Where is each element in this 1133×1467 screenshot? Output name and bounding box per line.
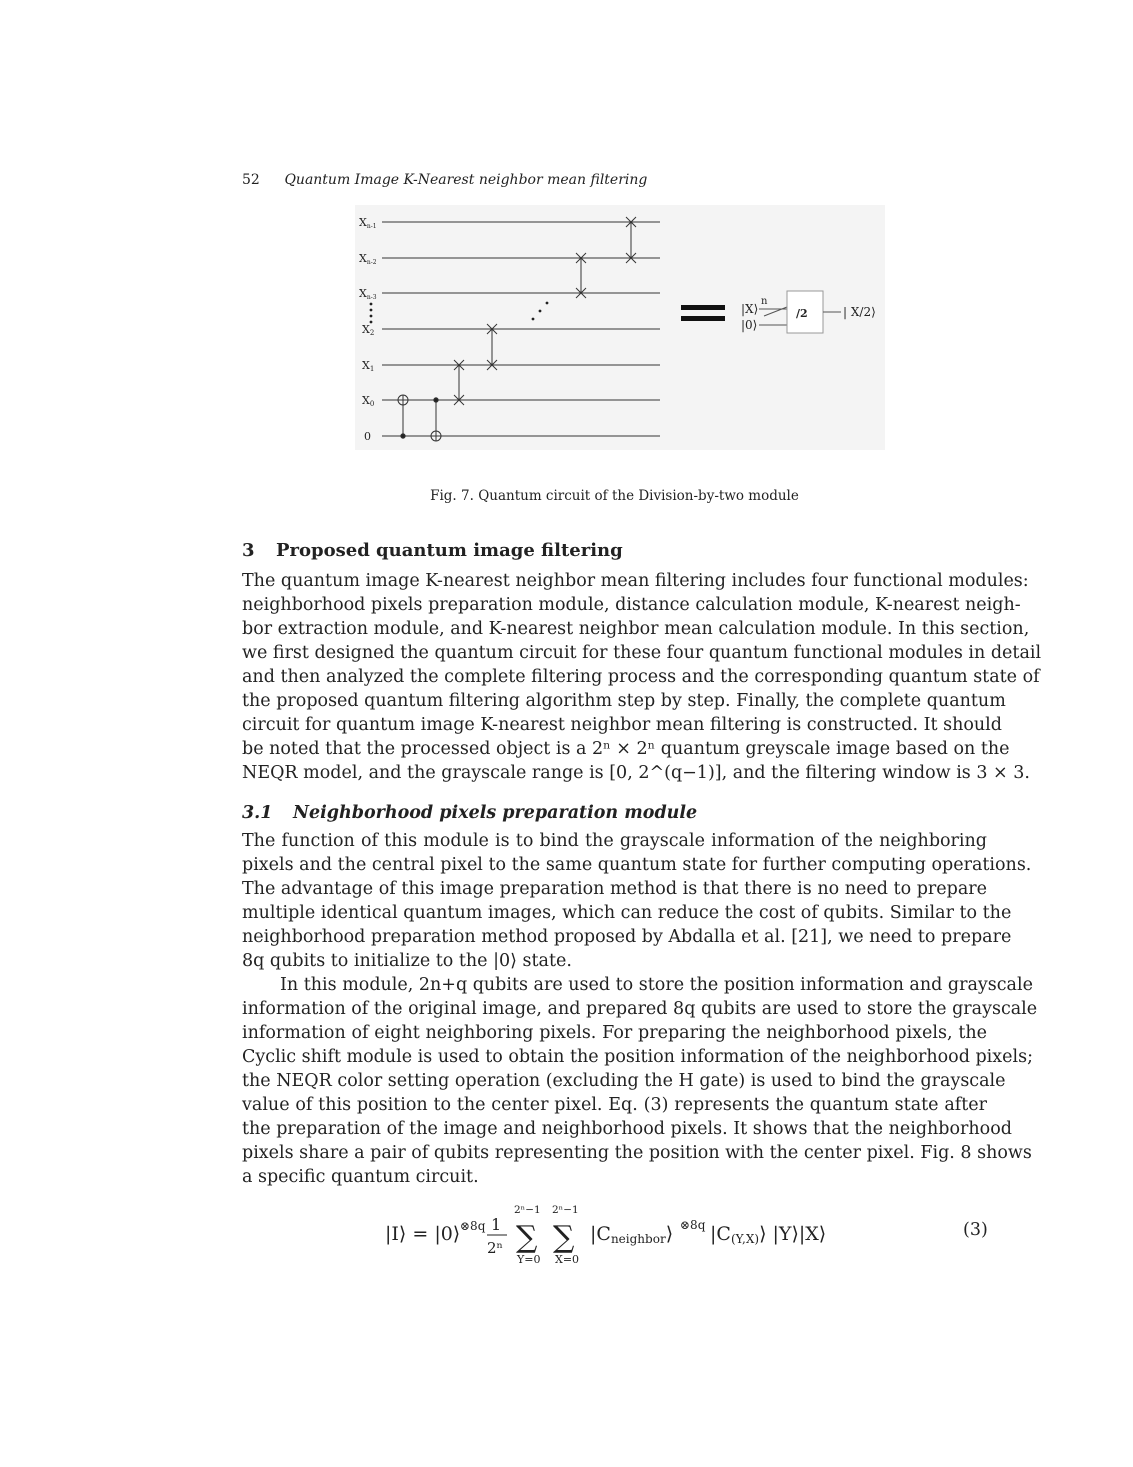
section-title: Proposed quantum image filtering	[276, 540, 623, 561]
text-line: and then analyzed the complete filtering process and the corresponding quantum state of	[242, 667, 1040, 687]
subsection-number: 3.1	[242, 803, 273, 823]
text-line: we first designed the quantum circuit for these four quantum functional modules in detail	[242, 643, 1042, 663]
wire-label: X0	[362, 394, 375, 408]
text-line: multiple identical quantum images, which can reduce the cost of qubits. Similar to the	[242, 903, 1012, 923]
sum2-lower-limit: X=0	[555, 1253, 580, 1266]
wire-label: Xn-2	[359, 252, 377, 266]
ket-x-label: |X⟩	[741, 302, 759, 316]
neighbor-ket-power: ⊗8q	[680, 1218, 706, 1232]
text-line: In this module, 2n+q qubits are used to store the position information and grayscale	[280, 975, 1033, 995]
sum1-upper-limit: 2ⁿ−1	[514, 1204, 541, 1216]
intro-paragraph	[242, 569, 1042, 785]
bus-width-label: n	[761, 296, 768, 307]
wire-label: X2	[362, 323, 375, 337]
text-line: 8q qubits to initialize to the |0⟩ state.	[242, 951, 572, 971]
text-line: pixels and the central pixel to the same quantum state for further computing operations.	[242, 855, 1032, 875]
text-line: the proposed quantum filtering algorithm step by step. Finally, the complete quantum	[242, 691, 1006, 711]
text-line: The quantum image K-nearest neighbor mean filtering includes four functional modules:	[242, 571, 1029, 591]
page-number: 52	[242, 172, 260, 188]
subsection-title: Neighborhood pixels preparation module	[293, 803, 698, 823]
text-line: bor extraction module, and K-nearest neighbor mean calculation module. In this section,	[242, 619, 1030, 639]
text-line: be noted that the processed object is a 2ⁿ × 2ⁿ quantum greyscale image based on the	[242, 739, 1010, 759]
text-line: neighborhood preparation method proposed by Abdalla et al. [21], we need to prepare	[242, 927, 1012, 947]
wire-label: X1	[362, 359, 375, 373]
neighbor-ket: |Cneighbor⟩	[590, 1223, 674, 1246]
wire-label: 0	[364, 430, 371, 443]
text-line: neighborhood pixels preparation module, distance calculation module, K-nearest neigh-	[242, 595, 1021, 615]
fraction-numerator: 1	[491, 1215, 502, 1234]
subsection-heading	[242, 803, 697, 823]
section-number: 3	[242, 540, 255, 561]
text-line: NEQR model, and the grayscale range is [0, 2^(q−1)], and the filtering window is 3 × 3.	[242, 763, 1030, 783]
fraction-denominator: 2ⁿ	[487, 1239, 504, 1257]
text-line: The advantage of this image preparation method is that there is no need to prepare	[242, 879, 987, 899]
text-line: information of the original image, and prepared 8q qubits are used to store the grayscale	[242, 999, 1038, 1019]
equation-number: (3)	[963, 1220, 988, 1240]
section-heading	[242, 540, 623, 561]
equation-3	[380, 1200, 860, 1270]
center-and-position-kets: |C(Y,X)⟩ |Y⟩|X⟩	[710, 1223, 827, 1246]
text-line: the preparation of the image and neighborhood pixels. It shows that the neighborhood	[242, 1119, 1012, 1139]
gate-label: /2	[796, 307, 808, 320]
text-line: the NEQR color setting operation (excluding the H gate) is used to bind the grayscale	[242, 1071, 1006, 1091]
running-header	[242, 172, 647, 188]
sum2-upper-limit: 2ⁿ−1	[552, 1204, 579, 1216]
module-paragraph-1	[242, 829, 1032, 973]
text-line: value of this position to the center pixel. Eq. (3) represents the quantum state after	[242, 1095, 987, 1115]
text-line: a specific quantum circuit.	[242, 1167, 479, 1187]
text-line: circuit for quantum image K-nearest neighbor mean filtering is constructed. It should	[242, 715, 1002, 735]
running-title: Quantum Image K-Nearest neighbor mean filtering	[284, 172, 648, 188]
figure-caption: Fig. 7. Quantum circuit of the Division-by-two module	[430, 488, 799, 504]
wire-label: Xn-3	[359, 287, 377, 301]
division-by-two-circuit-figure	[355, 205, 885, 450]
text-line: The function of this module is to bind the grayscale information of the neighboring	[242, 831, 987, 851]
equation-lhs-power: ⊗8q	[460, 1219, 486, 1233]
wire-label: Xn-1	[359, 216, 377, 230]
sum2-symbol: ∑	[553, 1220, 575, 1255]
equation-lhs: |I⟩ = |0⟩	[385, 1223, 461, 1245]
sum1-symbol: ∑	[516, 1220, 538, 1255]
text-line: Cyclic shift module is used to obtain the position information of the neighborhood pixels;	[242, 1047, 1033, 1067]
module-paragraph-2	[242, 973, 1038, 1189]
sum1-lower-limit: Y=0	[517, 1253, 541, 1266]
ket-zero-label: |0⟩	[741, 318, 758, 332]
text-line: pixels share a pair of qubits representing the position with the center pixel. Fig. 8 shows	[242, 1143, 1032, 1163]
text-line: information of eight neighboring pixels. For preparing the neighborhood pixels, the	[242, 1023, 987, 1043]
output-label: | X/2⟩	[843, 305, 876, 319]
